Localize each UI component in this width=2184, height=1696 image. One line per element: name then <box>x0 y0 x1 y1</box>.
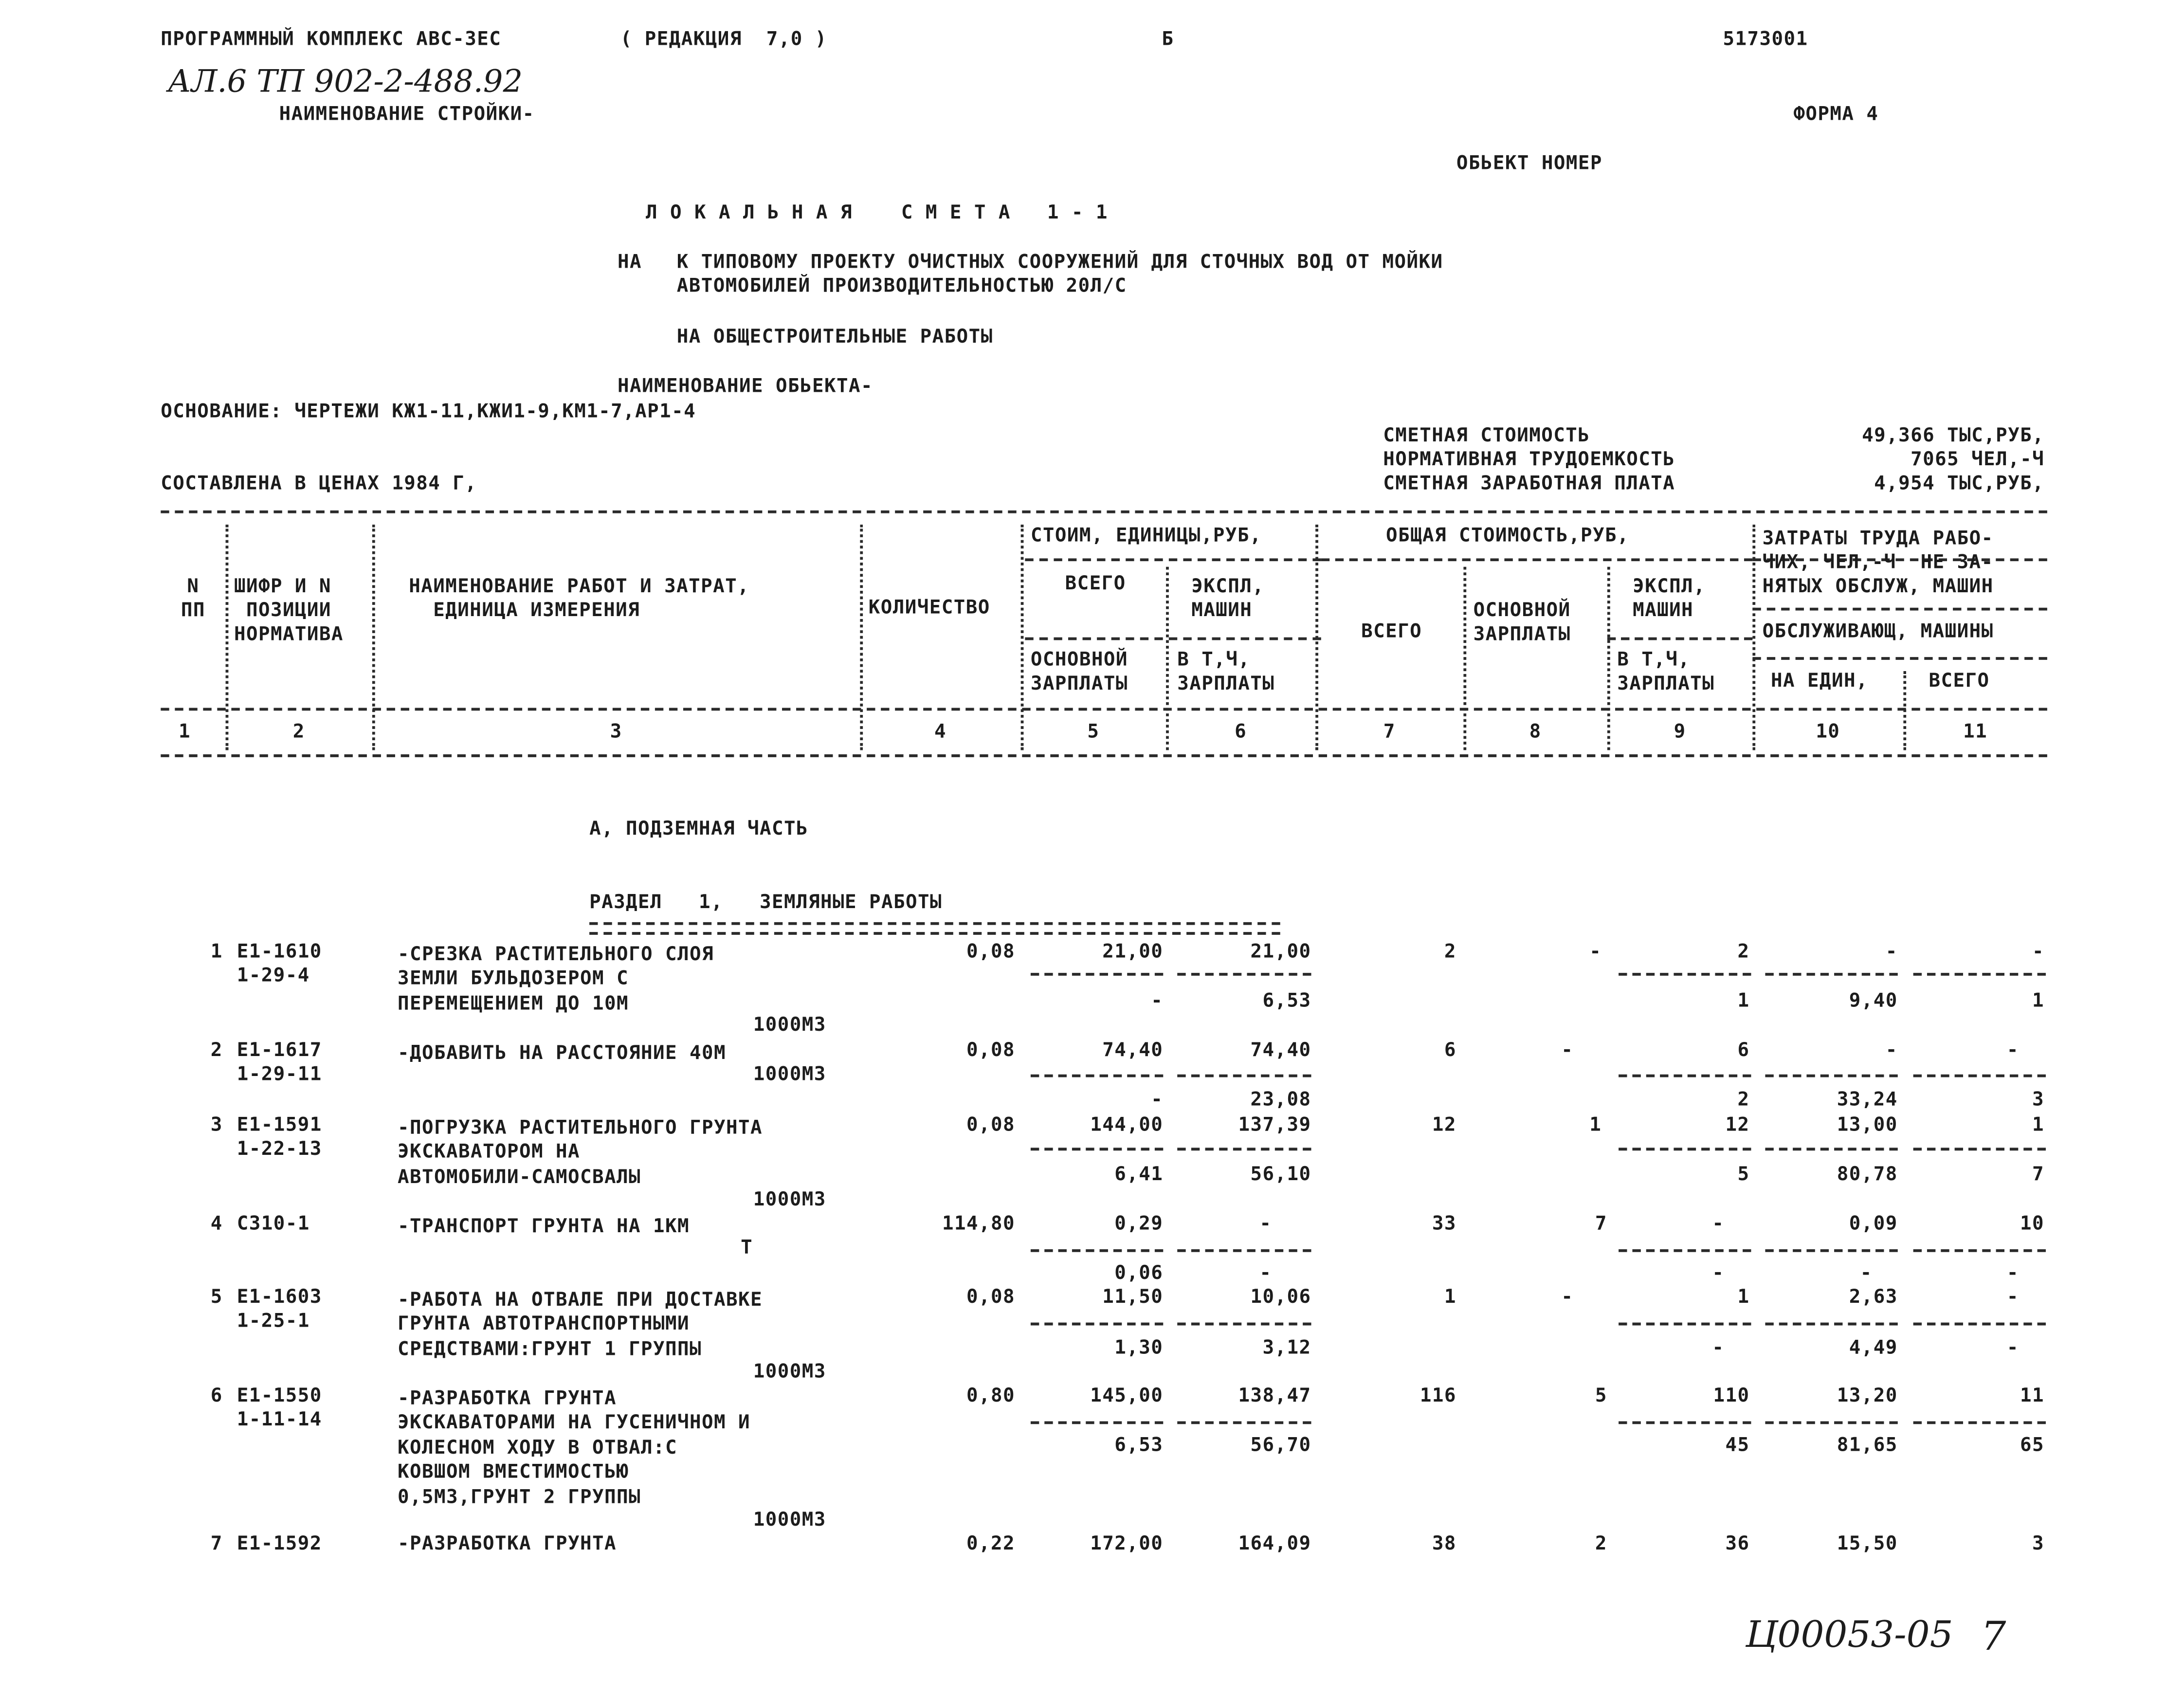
row-1-code: Е1-1610 <box>237 940 322 963</box>
row-1-rule-11 <box>1913 973 2046 976</box>
row-5-unit-machine: 10,06 <box>1250 1286 1311 1309</box>
row-4-labor-total-machine: - <box>2006 1262 2019 1285</box>
row-6-rule-11 <box>1913 1421 2046 1424</box>
col-sep-3 <box>860 525 863 750</box>
row-2-rule-11 <box>1913 1075 2046 1077</box>
row-3-unit-machine: 137,39 <box>1238 1113 1311 1137</box>
row-7-unit-machine: 164,09 <box>1238 1532 1311 1555</box>
row-6-rule-6 <box>1177 1421 1311 1424</box>
row-6-unit-machine: 138,47 <box>1238 1385 1311 1407</box>
row-4-quantity: 114,80 <box>942 1212 1016 1236</box>
salary-label: СМЕТНАЯ ЗАРАБОТНАЯ ПЛАТА <box>1383 472 1675 495</box>
row-2-labor-total-machine: 3 <box>2032 1088 2045 1112</box>
row-2-work-name: -ДОБАВИТЬ НА РАССТОЯНИЕ 40М <box>398 1042 726 1065</box>
edition: ( РЕДАКЦИЯ 7,0 ) <box>620 28 827 51</box>
row-3-labor-total: 1 <box>2032 1113 2045 1137</box>
row-4-rule-9 <box>1619 1249 1751 1252</box>
row-6-rule-5 <box>1031 1421 1163 1424</box>
total-cost-split-rule <box>1607 638 1752 640</box>
col-number-1: 1 <box>179 720 191 743</box>
row-1-rule-10 <box>1765 973 1897 976</box>
row-2-unit-total: 74,40 <box>1102 1039 1164 1062</box>
col-sep-5 <box>1166 567 1169 750</box>
row-5-rule-11 <box>1913 1323 2046 1326</box>
prices-line: СОСТАВЛЕНА В ЦЕНАХ 1984 Г, <box>161 472 477 495</box>
project-line-1: К ТИПОВОМУ ПРОЕКТУ ОЧИСТНЫХ СООРУЖЕНИЙ ДЛЯ СТОЧНЫХ ВОД ОТ МОЙКИ <box>676 251 1443 274</box>
row-1-total-machine: 2 <box>1737 940 1750 963</box>
part-title: А, ПОДЗЕМНАЯ ЧАСТЬ <box>589 818 809 840</box>
row-4-number: 4 <box>210 1212 223 1236</box>
row-1-unit-total: 21,00 <box>1102 940 1164 963</box>
row-3-number: 3 <box>210 1113 223 1137</box>
col-header-code: ШИФР И N ПОЗИЦИИ НОРМАТИВА <box>234 575 344 646</box>
document-code: 5173001 <box>1723 28 1808 51</box>
row-2-rule-5 <box>1031 1075 1163 1077</box>
labor-value: 7065 ЧЕЛ,-Ч <box>1911 448 2045 471</box>
row-1-total-machine-salary: 1 <box>1737 989 1750 1013</box>
col-number-5: 5 <box>1087 720 1100 743</box>
row-3-work-name: -ПОГРУЗКА РАСТИТЕЛЬНОГО ГРУНТА ЭКСКАВАТОРОМ НА АВТОМОБИЛИ-САМОСВАЛЫ <box>398 1116 763 1188</box>
header-rule-bottom <box>161 754 2047 757</box>
row-7-quantity: 0,22 <box>966 1532 1016 1555</box>
col-number-6: 6 <box>1235 720 1247 743</box>
section-title: РАЗДЕЛ 1, ЗЕМЛЯНЫЕ РАБОТЫ <box>589 891 942 914</box>
col-header-total: ВСЕГО <box>1361 620 1422 643</box>
row-6-total-machine-salary: 45 <box>1725 1434 1750 1457</box>
row-3-total: 12 <box>1432 1113 1456 1137</box>
row-6-per-unit-machine: 81,65 <box>1837 1434 1898 1457</box>
row-4-rule-6 <box>1177 1249 1311 1252</box>
album-handwritten-note: АЛ.6 ТП 902-2-488.92 <box>167 65 523 100</box>
row-2-rule-10 <box>1765 1075 1897 1077</box>
basis-line: ОСНОВАНИЕ: ЧЕРТЕЖИ КЖ1-11,КЖИ1-9,КМ1-7,АР1-4 <box>161 400 696 423</box>
col-sep-9 <box>1752 525 1755 750</box>
col-header-unit-salary: ОСНОВНОЙ ЗАРПЛАТЫ <box>1030 648 1128 695</box>
col-header-number: N ПП <box>181 575 205 622</box>
col-number-2: 2 <box>292 720 305 743</box>
col-number-9: 9 <box>1674 720 1686 743</box>
row-5-rule-6 <box>1177 1323 1311 1326</box>
row-3-per-unit: 13,00 <box>1837 1113 1898 1137</box>
row-1-number: 1 <box>210 940 223 963</box>
row-7-number: 7 <box>210 1532 223 1555</box>
row-5-per-unit: 2,63 <box>1849 1286 1898 1309</box>
cost-label: СМЕТНАЯ СТОИМОСТЬ <box>1383 424 1590 447</box>
row-5-rule-9 <box>1619 1323 1751 1326</box>
labor-label: НОРМАТИВНАЯ ТРУДОЕМКОСТЬ <box>1383 448 1675 471</box>
row-2-unit: 1000М3 <box>753 1063 826 1086</box>
row-4-per-unit-machine: - <box>1860 1262 1873 1285</box>
row-7-labor-total: 3 <box>2032 1532 2045 1555</box>
row-4-unit: Т <box>741 1236 753 1259</box>
col-header-labor-total: ВСЕГО <box>1929 670 1990 693</box>
row-5-work-name: -РАБОТА НА ОТВАЛЕ ПРИ ДОСТАВКЕ ГРУНТА АВТОТРАНСПОРТНЫМИ СРЕДСТВАМИ:ГРУНТ 1 ГРУППЫ <box>398 1289 763 1361</box>
project-line-2: АВТОМОБИЛЕЙ ПРОИЗВОДИТЕЛЬНОСТЬЮ 20Л/С <box>676 274 1127 298</box>
col-sep-1 <box>226 525 229 750</box>
col-header-labor-sub: ОБСЛУЖИВАЮЩ, МАШИНЫ <box>1762 620 1994 643</box>
row-1-rule-6 <box>1177 973 1311 976</box>
col-number-4: 4 <box>934 720 946 743</box>
col-sep-6 <box>1315 525 1318 750</box>
row-5-total-machine: 1 <box>1737 1286 1750 1309</box>
row-2-rule-6 <box>1177 1075 1311 1077</box>
row-6-code: Е1-1550 <box>237 1385 322 1407</box>
row-1-rule-5 <box>1031 973 1163 976</box>
row-3-unit-machine-salary: 56,10 <box>1250 1163 1311 1186</box>
row-4-total-machine: - <box>1712 1212 1725 1236</box>
row-6-quantity: 0,80 <box>966 1385 1016 1407</box>
row-3-rule-5 <box>1031 1148 1163 1150</box>
row-6-rule-9 <box>1619 1421 1751 1424</box>
row-1-unit-machine: 21,00 <box>1250 940 1311 963</box>
row-3-rule-11 <box>1913 1148 2046 1150</box>
form-label: ФОРМА 4 <box>1793 103 1879 126</box>
row-7-total-machine: 36 <box>1725 1532 1750 1555</box>
row-4-total: 33 <box>1432 1212 1456 1236</box>
row-7-unit-total: 172,00 <box>1090 1532 1164 1555</box>
row-7-code: Е1-1592 <box>237 1532 322 1555</box>
labor-group-rule-3 <box>1752 657 2047 660</box>
row-1-labor-total-machine: 1 <box>2032 989 2045 1013</box>
col-header-unit-machine: ЭКСПЛ, МАШИН <box>1191 575 1265 622</box>
row-2-per-unit-machine: 33,24 <box>1837 1088 1898 1112</box>
header-rule-mid <box>161 708 2047 711</box>
col-header-work-name: НАИМЕНОВАНИЕ РАБОТ И ЗАТРАТ, ЕДИНИЦА ИЗМЕРЕНИЯ <box>409 575 750 622</box>
row-3-per-unit-machine: 80,78 <box>1837 1163 1898 1186</box>
row-7-work-name: -РАЗРАБОТКА ГРУНТА <box>398 1532 617 1555</box>
construction-name-label: НАИМЕНОВАНИЕ СТРОЙКИ- <box>279 103 535 126</box>
archive-stamp: Ц00053-05 <box>1745 1614 1953 1657</box>
row-4-per-unit: 0,09 <box>1849 1212 1898 1236</box>
col-number-7: 7 <box>1383 720 1396 743</box>
labor-group-rule-2 <box>1752 608 2047 611</box>
row-4-total-machine-salary: - <box>1712 1262 1725 1285</box>
row-2-rule-9 <box>1619 1075 1751 1077</box>
col-header-total-salary: ОСНОВНОЙ ЗАРПЛАТЫ <box>1473 599 1571 646</box>
col-sep-2 <box>372 525 375 750</box>
row-6-per-unit: 13,20 <box>1837 1385 1898 1407</box>
row-6-unit: 1000М3 <box>753 1509 826 1532</box>
row-5-unit-salary: 1,30 <box>1114 1336 1164 1359</box>
row-2-labor-total: - <box>2006 1039 2019 1062</box>
row-2-total: 6 <box>1444 1039 1456 1062</box>
row-4-labor-total: 10 <box>2020 1212 2045 1236</box>
row-3-unit-total: 144,00 <box>1090 1113 1164 1137</box>
row-5-unit-total: 11,50 <box>1102 1286 1164 1309</box>
row-6-rule-10 <box>1765 1421 1897 1424</box>
row-4-unit-total: 0,29 <box>1114 1212 1164 1236</box>
row-4-rule-11 <box>1913 1249 2046 1252</box>
row-4-unit-machine: - <box>1259 1212 1272 1236</box>
col-header-labor-group: ЗАТРАТЫ ТРУДА РАБО- ЧИХ, ЧЕЛ,-Ч НЕ ЗА- НЯТЫХ ОБСЛУЖ, МАШИН <box>1762 527 1994 598</box>
row-6-labor-total: 11 <box>2020 1385 2045 1407</box>
row-5-number: 5 <box>210 1286 223 1309</box>
row-5-labor-total: - <box>2006 1286 2019 1309</box>
row-5-code-2: 1-25-1 <box>237 1310 310 1332</box>
row-3-rule-6 <box>1177 1148 1311 1150</box>
col-header-unit-cost-group: СТОИМ, ЕДИНИЦЫ,РУБ, <box>1030 524 1262 547</box>
row-5-total-machine-salary: - <box>1712 1336 1725 1359</box>
col-header-unit-machine-salary: В Т,Ч, ЗАРПЛАТЫ <box>1177 648 1275 695</box>
row-1-unit-machine-salary: 6,53 <box>1262 989 1311 1013</box>
row-1-total: 2 <box>1444 940 1456 963</box>
estimate-title: Л О К А Л Ь Н А Я С М Е Т А 1 - 1 <box>645 201 1108 224</box>
row-4-total-salary: 7 <box>1595 1212 1607 1236</box>
row-2-total-machine-salary: 2 <box>1737 1088 1750 1112</box>
row-4-code: С310-1 <box>237 1212 310 1236</box>
row-6-total-machine: 110 <box>1713 1385 1750 1407</box>
row-1-rule-9 <box>1619 973 1751 976</box>
row-4-rule-10 <box>1765 1249 1897 1252</box>
page-mark: Б <box>1162 28 1174 51</box>
row-5-total: 1 <box>1444 1286 1456 1309</box>
col-header-total-machine: ЭКСПЛ, МАШИН <box>1633 575 1706 622</box>
row-2-number: 2 <box>210 1039 223 1062</box>
col-number-8: 8 <box>1529 720 1542 743</box>
row-5-per-unit-machine: 4,49 <box>1849 1336 1898 1359</box>
header-rule-top <box>161 511 2047 513</box>
row-6-work-name: -РАЗРАБОТКА ГРУНТА ЭКСКАВАТОРАМИ НА ГУСЕНИЧНОМ И КОЛЕСНОМ ХОДУ В ОТВАЛ:С КОВШОМ ВМЕСТИМОСТЬЮ 0,5М3,ГРУНТ 2 ГРУППЫ <box>398 1387 750 1509</box>
col-sep-7 <box>1463 567 1466 750</box>
row-3-rule-9 <box>1619 1148 1751 1150</box>
col-header-quantity: КОЛИЧЕСТВО <box>868 596 990 619</box>
row-2-per-unit: - <box>1885 1039 1898 1062</box>
row-3-unit-salary: 6,41 <box>1114 1163 1164 1186</box>
row-2-unit-machine-salary: 23,08 <box>1250 1088 1311 1112</box>
row-2-total-machine: 6 <box>1737 1039 1750 1062</box>
row-6-code-2: 1-11-14 <box>237 1408 322 1431</box>
row-7-total: 38 <box>1432 1532 1456 1555</box>
row-2-code: Е1-1617 <box>237 1039 322 1062</box>
row-5-rule-5 <box>1031 1323 1163 1326</box>
col-header-unit-total: ВСЕГО <box>1065 572 1126 595</box>
row-6-unit-salary: 6,53 <box>1114 1434 1164 1457</box>
object-name-label: НАИМЕНОВАНИЕ ОБЬЕКТА- <box>618 375 873 398</box>
row-6-total: 116 <box>1420 1385 1456 1407</box>
row-3-total-machine-salary: 5 <box>1737 1163 1750 1186</box>
row-5-labor-total-machine: - <box>2006 1336 2019 1359</box>
row-6-unit-total: 145,00 <box>1090 1385 1164 1407</box>
row-3-labor-total-machine: 7 <box>2032 1163 2045 1186</box>
row-6-unit-machine-salary: 56,70 <box>1250 1434 1311 1457</box>
unit-cost-group-rule <box>1025 558 1321 561</box>
col-number-3: 3 <box>610 720 622 743</box>
row-3-total-salary: 1 <box>1589 1113 1602 1137</box>
row-1-per-unit: - <box>1885 940 1898 963</box>
unit-cost-split-rule <box>1025 638 1321 640</box>
salary-value: 4,954 ТЫС,РУБ, <box>1874 472 2045 495</box>
row-4-unit-machine-salary: - <box>1259 1262 1272 1285</box>
row-1-labor-total: - <box>2032 940 2045 963</box>
cost-value: 49,366 ТЫС,РУБ, <box>1862 424 2045 447</box>
row-7-per-unit: 15,50 <box>1837 1532 1898 1555</box>
row-1-work-name: -СРЕЗКА РАСТИТЕЛЬНОГО СЛОЯ ЗЕМЛИ БУЛЬДОЗЕРОМ С ПЕРЕМЕЩЕНИЕМ ДО 10М <box>398 943 714 1015</box>
col-number-11: 11 <box>1963 720 1988 743</box>
row-2-unit-salary: - <box>1151 1088 1164 1112</box>
row-2-code-2: 1-29-11 <box>237 1063 322 1086</box>
row-1-quantity: 0,08 <box>966 940 1016 963</box>
page-number: 7 <box>1981 1613 2006 1660</box>
row-3-quantity: 0,08 <box>966 1113 1016 1137</box>
row-2-unit-machine: 74,40 <box>1250 1039 1311 1062</box>
row-1-code-2: 1-29-4 <box>237 964 310 987</box>
row-1-unit-salary: - <box>1151 989 1164 1013</box>
row-3-code: Е1-1591 <box>237 1113 322 1137</box>
row-5-unit: 1000М3 <box>753 1360 826 1384</box>
row-1-unit: 1000М3 <box>753 1014 826 1037</box>
col-sep-8 <box>1607 567 1610 750</box>
row-6-total-salary: 5 <box>1595 1385 1607 1407</box>
section-underline <box>589 922 1280 935</box>
row-6-labor-total-machine: 65 <box>2020 1434 2045 1457</box>
row-4-work-name: -ТРАНСПОРТ ГРУНТА НА 1КМ <box>398 1215 690 1238</box>
col-number-10: 10 <box>1816 720 1840 743</box>
total-cost-group-rule <box>1321 558 1753 561</box>
row-2-total-salary: - <box>1561 1039 1574 1062</box>
program-name: ПРОГРАММНЫЙ КОМПЛЕКС АВС-ЗЕС <box>161 28 502 51</box>
row-5-unit-machine-salary: 3,12 <box>1262 1336 1311 1359</box>
row-3-total-machine: 12 <box>1725 1113 1750 1137</box>
row-3-rule-10 <box>1765 1148 1897 1150</box>
row-3-unit: 1000М3 <box>753 1188 826 1211</box>
object-number-label: ОБЬЕКТ НОМЕР <box>1456 152 1602 175</box>
row-5-code: Е1-1603 <box>237 1286 322 1309</box>
row-4-unit-salary: 0,06 <box>1114 1262 1164 1285</box>
row-5-quantity: 0,08 <box>966 1286 1016 1309</box>
row-6-number: 6 <box>210 1385 223 1407</box>
works-type: НА ОБЩЕСТРОИТЕЛЬНЫЕ РАБОТЫ <box>676 326 993 348</box>
row-2-quantity: 0,08 <box>966 1039 1016 1062</box>
row-5-total-salary: - <box>1561 1286 1574 1309</box>
col-sep-4 <box>1021 525 1024 750</box>
row-5-rule-10 <box>1765 1323 1897 1326</box>
col-header-total-cost-group: ОБЩАЯ СТОИМОСТЬ,РУБ, <box>1386 524 1630 547</box>
title-for-prefix: НА <box>618 251 642 274</box>
row-3-code-2: 1-22-13 <box>237 1138 322 1161</box>
row-1-total-salary: - <box>1589 940 1602 963</box>
row-7-total-salary: 2 <box>1595 1532 1607 1555</box>
col-header-total-machine-salary: В Т,Ч, ЗАРПЛАТЫ <box>1617 648 1715 695</box>
row-4-rule-5 <box>1031 1249 1163 1252</box>
row-1-per-unit-machine: 9,40 <box>1849 989 1898 1013</box>
col-header-per-unit: НА ЕДИН, <box>1771 670 1869 693</box>
